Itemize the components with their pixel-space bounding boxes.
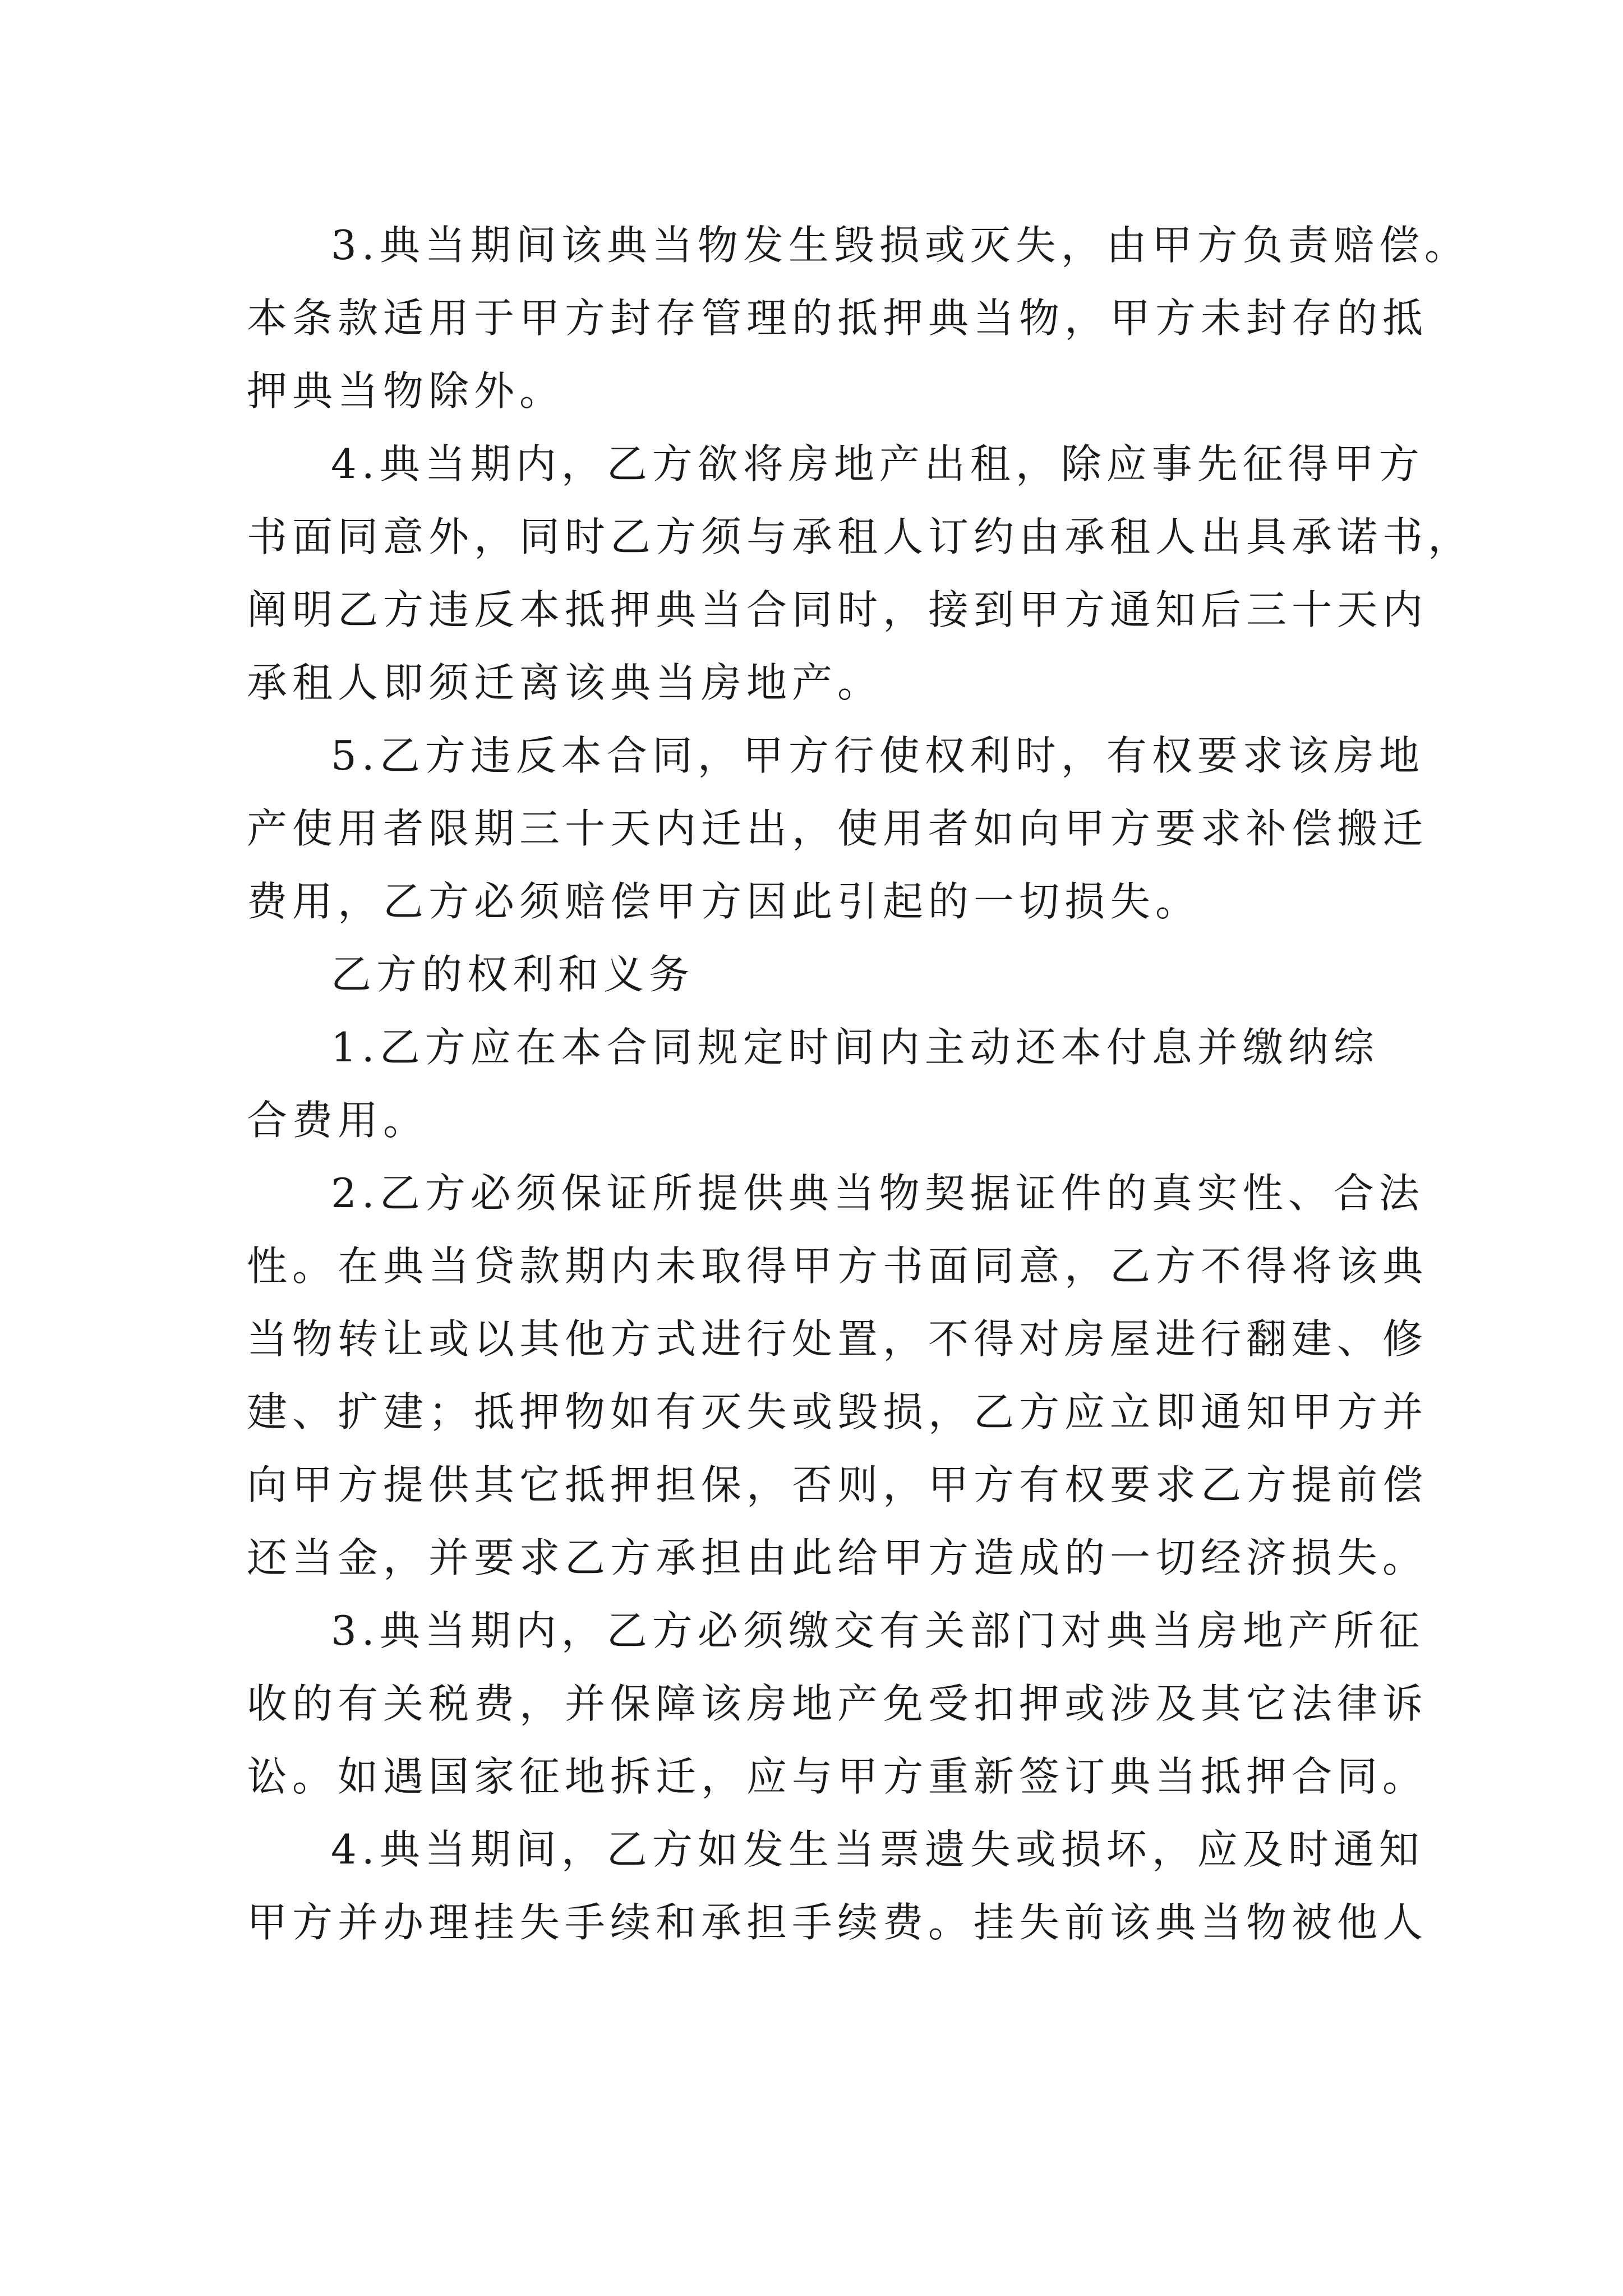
clause-line: 当物转让或以其他方式进行处置，不得对房屋进行翻建、修 [247, 1315, 1428, 1363]
section-heading: 乙方的权利和义务 [331, 951, 695, 998]
clause-line: 合费用。 [247, 1097, 429, 1144]
clause-line: 还当金，并要求乙方承担由此给甲方造成的一切经济损失。 [247, 1534, 1428, 1581]
contract-body-text [247, 209, 1474, 1959]
clause-line: 书面同意外，同时乙方须与承租人订约由承租人出具承诺书， [247, 513, 1474, 560]
clause-line: 2.乙方必须保证所提供典当物契据证件的真实性、合法 [331, 1170, 1424, 1217]
clause-line: 1.乙方应在本合同规定时间内主动还本付息并缴纳综 [331, 1024, 1379, 1071]
clause-line: 3.典当期间该典当物发生毁损或灭失，由甲方负责赔偿。 [331, 222, 1470, 269]
clause-line: 讼。如遇国家征地拆迁，应与甲方重新签订典当抵押合同。 [247, 1753, 1428, 1800]
clause-line: 押典当物除外。 [247, 367, 565, 415]
clause-line: 4.典当期内，乙方欲将房地产出租，除应事先征得甲方 [331, 440, 1424, 487]
clause-line: 阐明乙方违反本抵押典当合同时，接到甲方通知后三十天内 [247, 586, 1428, 633]
clause-line: 4.典当期间，乙方如发生当票遗失或损坏，应及时通知 [331, 1826, 1424, 1873]
clause-line: 向甲方提供其它抵押担保，否则，甲方有权要求乙方提前偿 [247, 1461, 1428, 1508]
clause-line: 收的有关税费，并保障该房地产免受扣押或涉及其它法律诉 [247, 1680, 1428, 1727]
clause-line: 性。在典当贷款期内未取得甲方书面同意，乙方不得将该典 [247, 1243, 1428, 1290]
clause-line: 产使用者限期三十天内迁出，使用者如向甲方要求补偿搬迁 [247, 805, 1428, 852]
clause-line: 5.乙方违反本合同，甲方行使权利时，有权要求该房地 [331, 732, 1424, 779]
clause-line: 甲方并办理挂失手续和承担手续费。挂失前该典当物被他人 [247, 1899, 1428, 1946]
clause-line: 3.典当期内，乙方必须缴交有关部门对典当房地产所征 [331, 1607, 1424, 1654]
clause-line: 承租人即须迁离该典当房地产。 [247, 659, 883, 706]
clause-line: 本条款适用于甲方封存管理的抵押典当物，甲方未封存的抵 [247, 295, 1428, 342]
clause-line: 建、扩建；抵押物如有灭失或毁损，乙方应立即通知甲方并 [247, 1388, 1428, 1435]
clause-line: 费用，乙方必须赔偿甲方因此引起的一切损失。 [247, 878, 1201, 925]
